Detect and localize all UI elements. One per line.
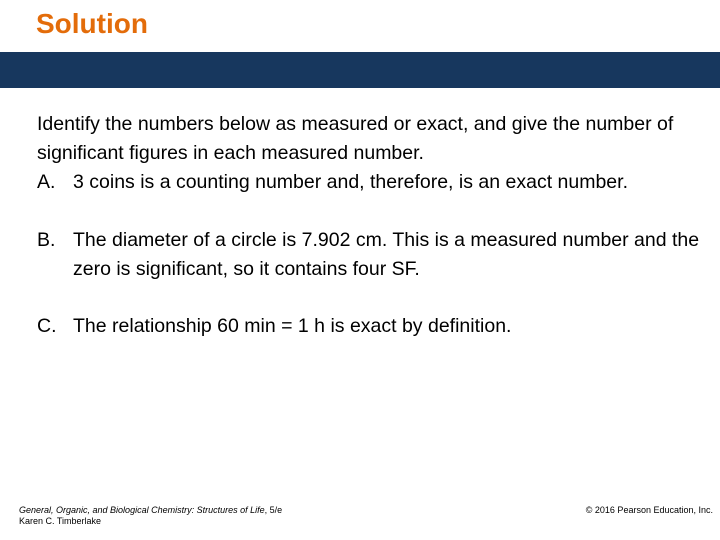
item-b	[37, 226, 712, 284]
slide-content	[37, 110, 712, 341]
item-a-letter: A.	[37, 171, 56, 193]
footer-edition: , 5/e	[264, 505, 283, 515]
intro-text: Identify the numbers below as measured or exact, and give the number of significant figures in each measured number.	[37, 113, 674, 164]
item-a	[37, 168, 712, 197]
footer-citation	[19, 505, 282, 527]
item-b-letter: B.	[37, 229, 56, 251]
item-c-letter: C.	[37, 315, 57, 337]
footer-book-line	[19, 505, 282, 516]
item-b-text: The diameter of a circle is 7.902 cm. This is a measured number and the zero is significant, so it contains four SF.	[73, 229, 700, 280]
title-bar	[0, 52, 720, 88]
item-c-text: The relationship 60 min = 1 h is exact by definition.	[73, 315, 512, 337]
footer-book-title: General, Organic, and Biological Chemistry: Structures of Life	[19, 505, 265, 515]
footer-author: Karen C. Timberlake	[19, 516, 102, 526]
footer-copyright: © 2016 Pearson Education, Inc.	[585, 505, 713, 515]
slide-title: Solution	[36, 8, 148, 39]
item-a-text: 3 coins is a counting number and, therefore, is an exact number.	[73, 171, 628, 193]
item-c	[37, 312, 712, 341]
